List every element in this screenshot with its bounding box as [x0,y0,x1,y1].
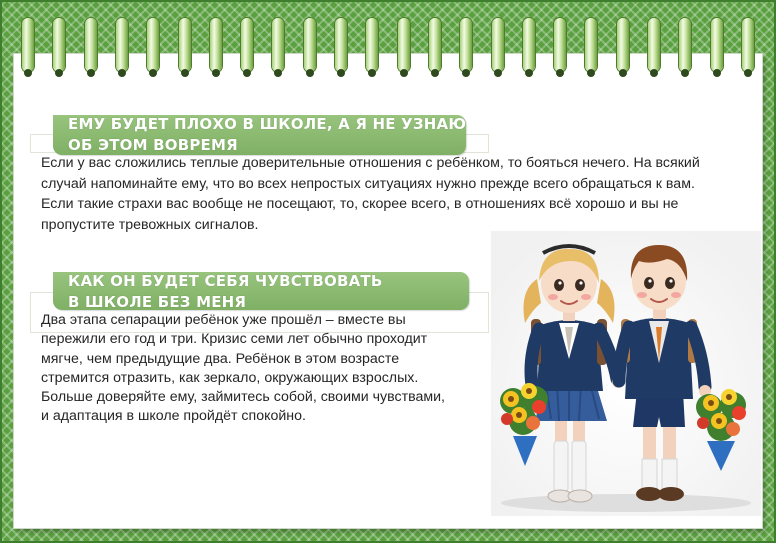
binding-ring [523,18,535,72]
paragraph-1-line-4: пропустите тревожных сигналов. [41,216,259,233]
paragraph-2-line-5: Больше доверяйте ему, займитесь собой, своими чувствами, [41,389,445,406]
heading-1 [68,114,466,156]
binding-ring [179,18,191,72]
binding-ring [85,18,97,72]
paragraph-2-line-2: пережили его год и три. Кризис семи лет обычно проходит [41,331,428,348]
heading-2-line-2: В ШКОЛЕ БЕЗ МЕНЯ [68,293,247,311]
binding-ring [116,18,128,72]
binding-ring [53,18,65,72]
binding-ring [366,18,378,72]
binding-ring [711,18,723,72]
heading-1-line-2: ОБ ЭТОМ ВОВРЕМЯ [68,136,238,154]
binding-ring [429,18,441,72]
heading-1-line-1: ЕМУ БУДЕТ ПЛОХО В ШКОЛЕ, А Я НЕ УЗНАЮ [68,115,467,133]
binding-ring [679,18,691,72]
binding-ring [304,18,316,72]
binding-ring [460,18,472,72]
binding-ring [585,18,597,72]
paragraph-1-line-2: случай напоминайте ему, что во всех непростых ситуациях нужно прежде всего обращаться к вам. [41,175,695,192]
paragraph-1-line-3: Если такие страхи вас вообще не посещают, то, скорее всего, в отношениях всё хорошо и вы не [41,196,679,212]
binding-ring [554,18,566,72]
heading-2 [68,271,382,313]
binding-ring [272,18,284,72]
binding-ring [335,18,347,72]
binding-ring [398,18,410,72]
paragraph-1-line-1: Если у вас сложились теплые доверительные отношения с ребёнком, то бояться нечего. На всякий [41,155,700,171]
spiral-binding [2,18,776,74]
binding-ring [492,18,504,72]
paragraph-2-line-3: мягче, чем предыдущие два. Ребёнок в этом возрасте [41,350,400,367]
binding-ring [147,18,159,72]
paragraph-2-line-4: стремится отразить, как зеркало, окружающих взрослых. [41,369,419,386]
binding-ring [617,18,629,72]
binding-ring [210,18,222,72]
binding-ring [742,18,754,72]
heading-2-line-1: КАК ОН БУДЕТ СЕБЯ ЧУВСТВОВАТЬ [68,272,383,290]
paragraph-2-line-1: Два этапа сепарации ребёнок уже прошёл – вместе вы [41,312,406,328]
paragraph-2 [41,311,445,427]
paragraph-2-line-6: и адаптация в школе пройдёт спокойно. [41,408,306,425]
binding-ring [241,18,253,72]
schoolchildren-illustration [491,231,761,516]
binding-ring [22,18,34,72]
binding-ring [648,18,660,72]
paragraph-1 [41,153,700,235]
